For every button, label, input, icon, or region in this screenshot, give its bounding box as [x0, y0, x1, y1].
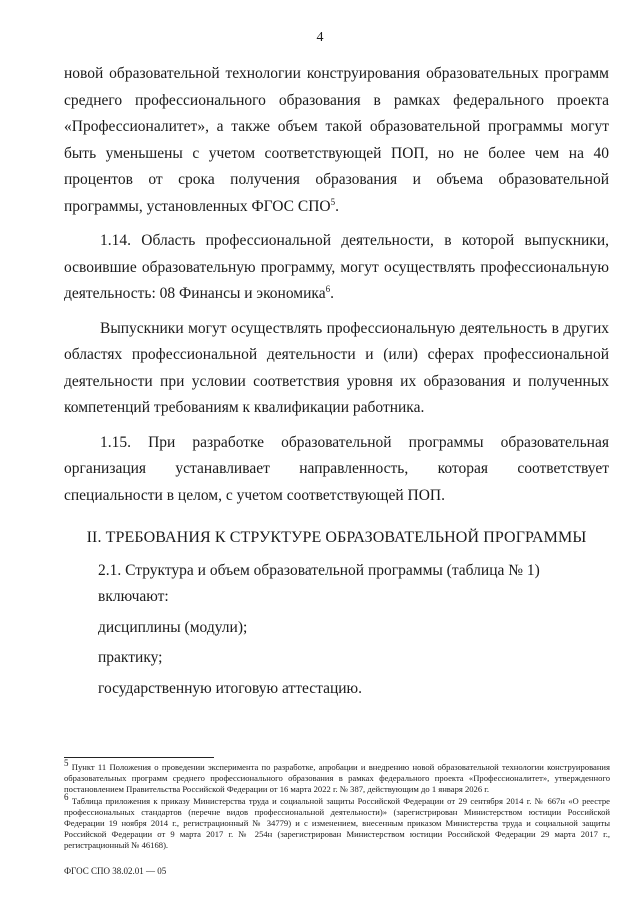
paragraph-graduates: Выпускники могут осуществлять профессиональную деятельность в других областях профессиональной деятельности и (или) сферах профессиональной деятельности при условии соответствия уровня их образования и полученных компетенций требованиям к квалификации работника.: [64, 319, 609, 416]
list-item: практику;: [98, 649, 163, 666]
paragraph-2-1: 2.1. Структура и объем образовательной программы (таблица № 1) включают:: [98, 561, 540, 605]
document-body: [64, 61, 609, 702]
list-item: дисциплины (модули);: [98, 618, 248, 636]
footnotes: [64, 758, 610, 852]
paragraph-continuation: новой образовательной технологии конструирования образовательных программ среднего профессионального образования в рамках федерального проекта «Профессионалитет», а также объем такой образовательной программы могут быть уменьшены с учетом соответствующей ПОП, но не более чем на 40 процентов от срока получения образования и объема образовательной программы, установленных ФГОС СПО$^5$.: [64, 65, 609, 215]
footnote-ref-6[interactable]: 6: [325, 283, 331, 294]
footnote-5: $^5$ Пункт 11 Положения о проведении эксперимента по разработке, апробации и внедрению новой образовательной технологии конструирования образовательных программ среднего профессионального образования в рамках федерального проекта «Профессионалитет», утвержденного постановлением Правительства Российской Федерации от 16 марта 2022 г. № 387, действующим до 1 января 2026 г.: [64, 758, 610, 795]
page-number: 4: [316, 30, 324, 45]
document-footer-code: ФГОС СПО 38.02.01 — 05: [64, 866, 167, 876]
paragraph-1-15: 1.15. При разработке образовательной программы образовательная организация устанавливает направленность, которая соответствует специальности в целом, с учетом соответствующей ПОП.: [64, 433, 609, 504]
paragraph-1-14: 1.14. Область профессиональной деятельности, в которой выпускники, освоившие образовательную программу, могут осуществлять профессиональную деятельность: 08 Финансы и экономика$^6$.: [64, 232, 609, 302]
list-item: государственную итоговую аттестацию.: [98, 679, 363, 697]
section-heading: II. ТРЕБОВАНИЯ К СТРУКТУРЕ ОБРАЗОВАТЕЛЬНОЙ ПРОГРАММЫ: [86, 529, 587, 546]
footnote-6: $^6$ Таблица приложения к приказу Министерства труда и социальной защиты Российской Федерации от 29 сентября 2014 г. № 667н «О реестре профессиональных стандартов (перечне видов профессиональной деятельности)» (зарегистрирован Министерством юстиции Российской Федерации 19 ноября 2014 г., регистрационный № 34779) и с изменением, внесенным приказом Министерства труда и социальной защиты Российской Федерации от 9 марта 2017 г. № 254н (зарегистрирован Министерством юстиции Российской Федерации 29 марта 2017 г., регистрационный № 46168).: [64, 791, 610, 851]
footnote-ref-5[interactable]: 5: [330, 196, 336, 207]
footnote-divider: [64, 757, 214, 758]
